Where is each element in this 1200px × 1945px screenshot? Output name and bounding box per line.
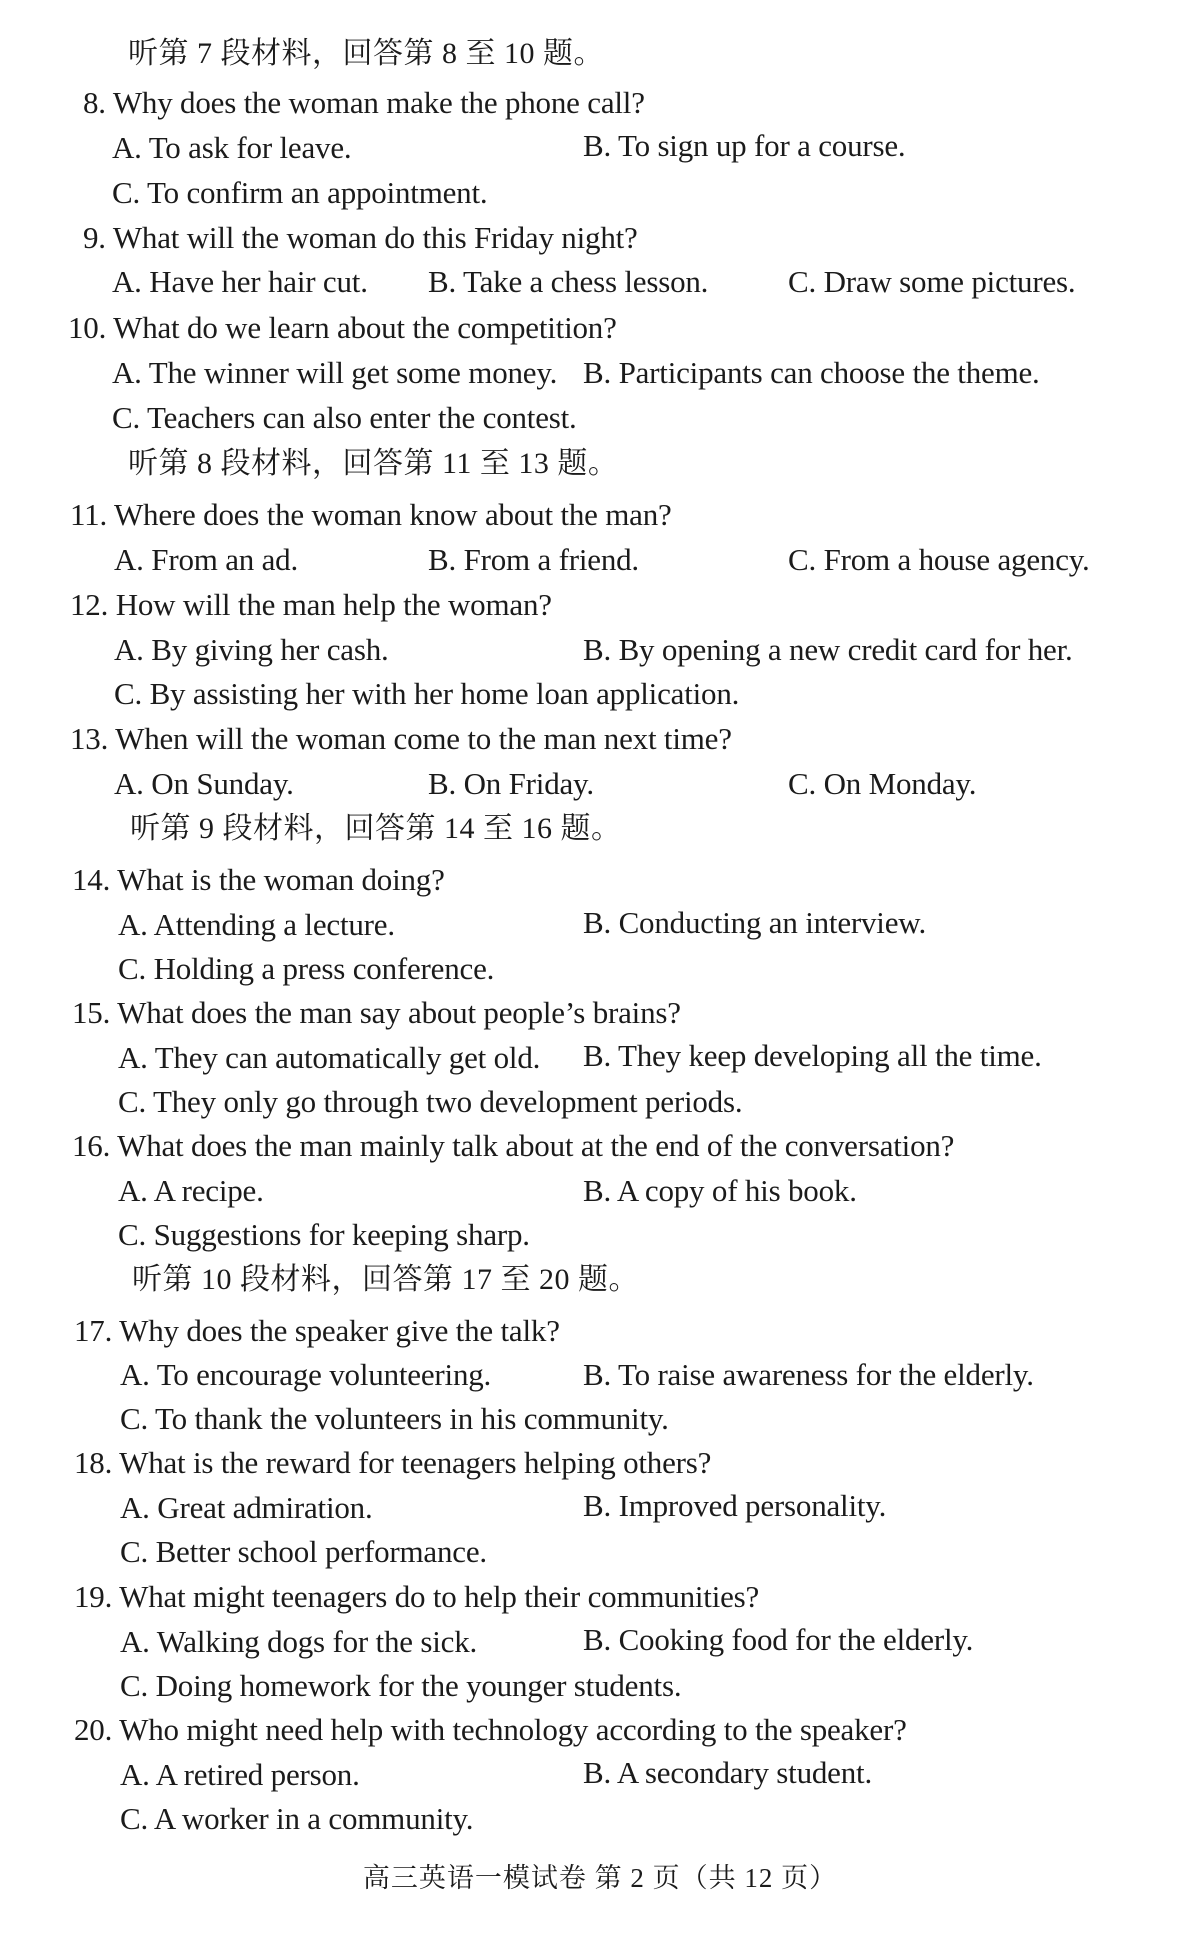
option-a: A. A retired person. — [120, 1757, 360, 1792]
section-heading: 听第 8 段材料，回答第 11 至 13 题。 — [128, 447, 619, 480]
option-c: C. Suggestions for keeping sharp. — [118, 1217, 530, 1252]
option-c: C. A worker in a community. — [120, 1801, 474, 1836]
option-c: C. Doing homework for the younger students. — [120, 1668, 682, 1703]
option-a: A. Attending a lecture. — [118, 907, 395, 942]
option-a: A. By giving her cash. — [114, 632, 389, 667]
question-stem: 19. What might teenagers do to help their communities? — [74, 1579, 760, 1614]
option-b: B. A copy of his book. — [583, 1173, 857, 1208]
option-c: C. Draw some pictures. — [788, 264, 1076, 299]
question-stem: 20. Who might need help with technology according to the speaker? — [74, 1712, 907, 1747]
question-stem: 12. How will the man help the woman? — [70, 587, 552, 622]
option-a: A. To ask for leave. — [112, 130, 352, 165]
question-stem: 8. Why does the woman make the phone call? — [83, 85, 645, 120]
option-a: A. From an ad. — [114, 542, 299, 577]
question-stem: 9. What will the woman do this Friday night? — [83, 220, 638, 255]
question-stem: 10. What do we learn about the competition? — [68, 310, 617, 345]
option-b: B. By opening a new credit card for her. — [583, 632, 1073, 667]
question-stem: 17. Why does the speaker give the talk? — [74, 1313, 560, 1348]
option-a: A. The winner will get some money. — [112, 355, 558, 390]
option-c: C. By assisting her with her home loan application. — [114, 676, 740, 711]
section-heading: 听第 7 段材料，回答第 8 至 10 题。 — [128, 37, 604, 70]
option-b: B. To raise awareness for the elderly. — [583, 1357, 1034, 1392]
option-b: B. On Friday. — [428, 766, 594, 801]
option-b: B. From a friend. — [428, 542, 639, 577]
option-c: C. Holding a press conference. — [118, 951, 495, 986]
question-stem: 14. What is the woman doing? — [72, 862, 445, 897]
option-a: A. Walking dogs for the sick. — [120, 1624, 478, 1659]
option-c: C. To confirm an appointment. — [112, 175, 488, 210]
section-heading: 听第 9 段材料，回答第 14 至 16 题。 — [130, 812, 622, 845]
section-heading: 听第 10 段材料，回答第 17 至 20 题。 — [132, 1263, 639, 1296]
question-stem: 13. When will the woman come to the man next time? — [70, 721, 732, 756]
option-b: B. To sign up for a course. — [583, 128, 906, 163]
option-a: A. A recipe. — [118, 1173, 264, 1208]
option-c: C. On Monday. — [788, 766, 977, 801]
page-footer: 高三英语一模试卷 第 2 页（共 12 页） — [362, 1863, 838, 1893]
option-b: B. Cooking food for the elderly. — [583, 1622, 974, 1657]
option-a: A. They can automatically get old. — [118, 1040, 541, 1075]
option-b: B. Conducting an interview. — [583, 905, 927, 940]
option-a: A. To encourage volunteering. — [120, 1357, 492, 1392]
option-a: A. Have her hair cut. — [112, 264, 368, 299]
option-a: A. Great admiration. — [120, 1490, 373, 1525]
question-stem: 11. Where does the woman know about the man? — [70, 497, 672, 532]
option-c: C. From a house agency. — [788, 542, 1090, 577]
option-c: C. Teachers can also enter the contest. — [112, 400, 577, 435]
option-b: B. Improved personality. — [583, 1488, 887, 1523]
option-c: C. To thank the volunteers in his community. — [120, 1401, 669, 1436]
question-stem: 18. What is the reward for teenagers helping others? — [74, 1445, 712, 1480]
option-b: B. A secondary student. — [583, 1755, 873, 1790]
option-c: C. Better school performance. — [120, 1534, 487, 1569]
option-a: A. On Sunday. — [114, 766, 294, 801]
question-stem: 16. What does the man mainly talk about at the end of the conversation? — [72, 1128, 955, 1163]
option-b: B. They keep developing all the time. — [583, 1038, 1042, 1073]
option-c: C. They only go through two development periods. — [118, 1084, 743, 1119]
question-stem: 15. What does the man say about people’s brains? — [72, 995, 681, 1030]
option-b: B. Take a chess lesson. — [428, 264, 709, 299]
option-b: B. Participants can choose the theme. — [583, 355, 1040, 390]
